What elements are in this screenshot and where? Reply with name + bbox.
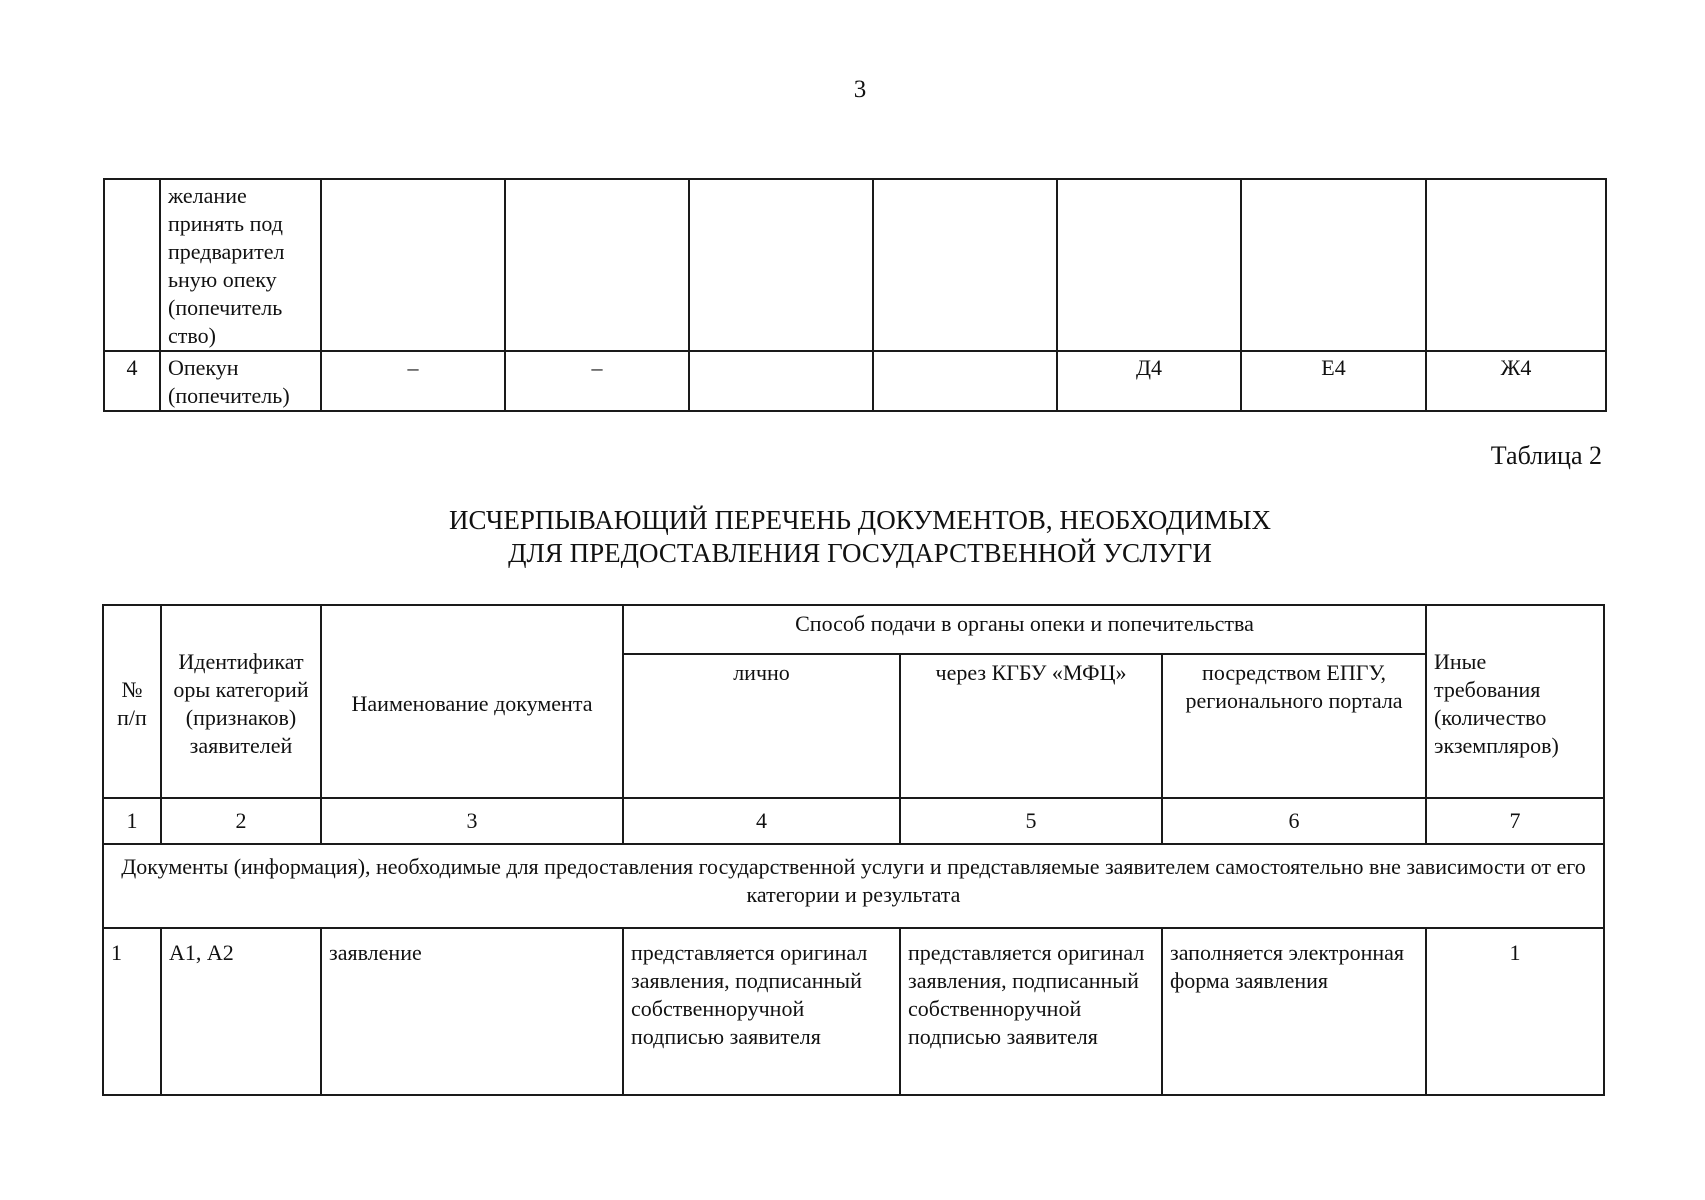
cell-empty [873, 179, 1057, 351]
continued-table [103, 178, 1607, 412]
header-submission-method: Способ подачи в органы опеки и попечительства [623, 605, 1426, 654]
documents-table [102, 604, 1605, 1096]
cell-personal: представляется оригинал заявления, подписанный собственноручной подписью заявителя [623, 928, 900, 1095]
cell-mfc: представляется оригинал заявления, подписанный собственноручной подписью заявителя [900, 928, 1162, 1095]
column-number: 5 [900, 798, 1162, 844]
column-number: 1 [103, 798, 161, 844]
table-row [104, 351, 1606, 411]
cell-identifiers: А1, А2 [161, 928, 321, 1095]
table-row [103, 928, 1604, 1095]
column-number: 3 [321, 798, 623, 844]
cell-empty [1057, 179, 1241, 351]
header-document-name: Наименование документа [321, 605, 623, 798]
cell-value: – [321, 351, 505, 411]
cell-document-name: заявление [321, 928, 623, 1095]
column-number: 4 [623, 798, 900, 844]
page-number: 3 [853, 76, 867, 103]
cell-num: 4 [104, 351, 160, 411]
cell-value [689, 351, 873, 411]
header-personal: лично [623, 654, 900, 798]
cell-empty [689, 179, 873, 351]
cell-value [873, 351, 1057, 411]
table-label: Таблица 2 [1490, 441, 1602, 470]
section-row [103, 844, 1604, 928]
header-mfc: через КГБУ «МФЦ» [900, 654, 1162, 798]
cell-other: 1 [1426, 928, 1604, 1095]
cell-category: Опекун (попечитель) [160, 351, 321, 411]
table-row [104, 179, 1606, 351]
cell-empty [1426, 179, 1606, 351]
cell-category: желание принять под предварител ьную опеку (попечитель ство) [160, 179, 321, 351]
cell-value: Ж4 [1426, 351, 1606, 411]
header-identifiers: Идентификат оры категорий (признаков) заявителей [161, 605, 321, 798]
cell-num: 1 [103, 928, 161, 1095]
section-heading: Документы (информация), необходимые для предоставления государственной услуги и представляемые заявителем самостоятельно вне зависимости от его категории и результата [103, 844, 1604, 928]
column-number: 6 [1162, 798, 1426, 844]
column-number: 7 [1426, 798, 1604, 844]
header-num: № п/п [103, 605, 161, 798]
column-numbers-row [103, 798, 1604, 844]
header-other-requirements: Иные требования (количество экземпляров) [1426, 605, 1604, 798]
cell-empty [505, 179, 689, 351]
document-title-line-1: ИСЧЕРПЫВАЮЩИЙ ПЕРЕЧЕНЬ ДОКУМЕНТОВ, НЕОБХОДИМЫХ [449, 505, 1271, 535]
cell-portal: заполняется электронная форма заявления [1162, 928, 1426, 1095]
cell-value: Е4 [1241, 351, 1426, 411]
cell-num [104, 179, 160, 351]
cell-value: – [505, 351, 689, 411]
cell-empty [321, 179, 505, 351]
column-number: 2 [161, 798, 321, 844]
header-row [103, 605, 1604, 654]
cell-value: Д4 [1057, 351, 1241, 411]
header-portal: посредством ЕПГУ, регионального портала [1162, 654, 1426, 798]
cell-empty [1241, 179, 1426, 351]
document-title-line-2: ДЛЯ ПРЕДОСТАВЛЕНИЯ ГОСУДАРСТВЕННОЙ УСЛУГИ [508, 538, 1212, 568]
